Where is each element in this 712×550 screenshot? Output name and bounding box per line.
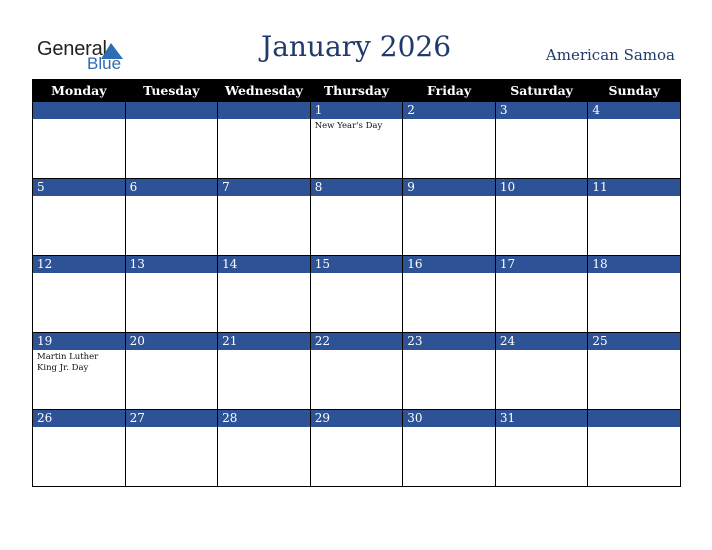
day-cell — [588, 333, 681, 410]
day-number: 9 — [403, 179, 495, 196]
day-cell — [33, 102, 126, 179]
holiday-label — [496, 350, 588, 352]
day-number: 13 — [126, 256, 218, 273]
day-number: 22 — [311, 333, 403, 350]
weekday-header: Tuesday — [125, 79, 218, 102]
day-cell — [33, 256, 126, 333]
day-number — [126, 102, 218, 119]
day-number: 2 — [403, 102, 495, 119]
day-cell — [125, 179, 218, 256]
day-cell — [33, 333, 126, 410]
day-cell — [403, 179, 496, 256]
day-number: 26 — [33, 410, 125, 427]
day-cell — [125, 410, 218, 487]
day-number: 3 — [496, 102, 588, 119]
holiday-label — [403, 196, 495, 198]
holiday-label — [218, 273, 310, 275]
holiday-label — [403, 119, 495, 121]
holiday-label — [588, 350, 680, 352]
weekday-header: Thursday — [310, 79, 403, 102]
day-number: 25 — [588, 333, 680, 350]
day-cell — [218, 256, 311, 333]
holiday-label — [33, 273, 125, 275]
holiday-label — [588, 273, 680, 275]
day-number: 31 — [496, 410, 588, 427]
weekday-header: Saturday — [495, 79, 588, 102]
day-cell — [33, 410, 126, 487]
day-number — [588, 410, 680, 427]
day-number: 20 — [126, 333, 218, 350]
day-cell — [125, 333, 218, 410]
day-cell — [588, 102, 681, 179]
day-number: 23 — [403, 333, 495, 350]
day-number: 18 — [588, 256, 680, 273]
day-cell — [218, 410, 311, 487]
day-number: 12 — [33, 256, 125, 273]
day-cell — [218, 333, 311, 410]
weekday-header: Friday — [403, 79, 496, 102]
day-cell — [403, 102, 496, 179]
holiday-label — [126, 119, 218, 121]
weekday-header-row — [33, 79, 681, 102]
day-number: 1 — [311, 102, 403, 119]
day-number: 5 — [33, 179, 125, 196]
week-row — [33, 410, 681, 487]
holiday-label — [311, 350, 403, 352]
day-cell — [588, 179, 681, 256]
day-cell — [495, 333, 588, 410]
day-cell — [495, 179, 588, 256]
holiday-label — [33, 196, 125, 198]
holiday-label — [403, 427, 495, 429]
holiday-label — [126, 273, 218, 275]
holiday-label — [588, 119, 680, 121]
day-cell — [310, 179, 403, 256]
weekday-header: Sunday — [588, 79, 681, 102]
holiday-label — [218, 350, 310, 352]
logo-word-general: General — [37, 38, 107, 60]
logo-word-blue: Blue — [87, 54, 122, 73]
weekday-header: Monday — [33, 79, 126, 102]
day-cell — [310, 102, 403, 179]
day-number: 28 — [218, 410, 310, 427]
holiday-label — [126, 427, 218, 429]
holiday-label — [218, 427, 310, 429]
holiday-label — [496, 427, 588, 429]
week-row — [33, 256, 681, 333]
day-number: 30 — [403, 410, 495, 427]
holiday-label — [218, 119, 310, 121]
day-number: 10 — [496, 179, 588, 196]
day-number: 24 — [496, 333, 588, 350]
holiday-label — [588, 427, 680, 429]
day-number: 29 — [311, 410, 403, 427]
day-cell — [495, 256, 588, 333]
holiday-label — [588, 196, 680, 198]
holiday-label — [33, 427, 125, 429]
holiday-label — [126, 196, 218, 198]
day-number: 4 — [588, 102, 680, 119]
day-cell — [310, 256, 403, 333]
day-number: 15 — [311, 256, 403, 273]
day-cell — [588, 256, 681, 333]
day-number: 16 — [403, 256, 495, 273]
day-number: 11 — [588, 179, 680, 196]
holiday-label — [403, 273, 495, 275]
day-cell — [33, 179, 126, 256]
day-cell — [403, 256, 496, 333]
day-number: 6 — [126, 179, 218, 196]
holiday-label — [496, 119, 588, 121]
holiday-label — [496, 196, 588, 198]
week-row — [33, 179, 681, 256]
day-cell — [310, 333, 403, 410]
holiday-label — [403, 350, 495, 352]
holiday-label — [496, 273, 588, 275]
holiday-label — [311, 273, 403, 275]
day-number: 8 — [311, 179, 403, 196]
holiday-label: New Year's Day — [314, 121, 383, 131]
day-cell — [125, 256, 218, 333]
day-number: 21 — [218, 333, 310, 350]
day-number: 19 — [33, 333, 125, 350]
holiday-label: Martin Luther King Jr. Day — [37, 352, 99, 373]
day-number: 17 — [496, 256, 588, 273]
day-cell — [588, 410, 681, 487]
day-number: 7 — [218, 179, 310, 196]
day-cell — [218, 102, 311, 179]
day-cell — [403, 410, 496, 487]
day-cell — [125, 102, 218, 179]
week-row — [33, 102, 681, 179]
day-number — [33, 102, 125, 119]
holiday-label — [218, 196, 310, 198]
day-cell — [310, 410, 403, 487]
day-cell — [495, 102, 588, 179]
holiday-label — [311, 427, 403, 429]
day-number — [218, 102, 310, 119]
day-number: 27 — [126, 410, 218, 427]
day-cell — [495, 410, 588, 487]
holiday-label — [311, 196, 403, 198]
week-row — [33, 333, 681, 410]
region-name: American Samoa — [545, 46, 675, 64]
day-number: 14 — [218, 256, 310, 273]
calendar-title: January 2026 — [260, 30, 452, 63]
day-cell — [218, 179, 311, 256]
weekday-header: Wednesday — [218, 79, 311, 102]
holiday-label — [33, 119, 125, 121]
holiday-label — [126, 350, 218, 352]
calendar-grid — [32, 79, 681, 487]
day-cell — [403, 333, 496, 410]
